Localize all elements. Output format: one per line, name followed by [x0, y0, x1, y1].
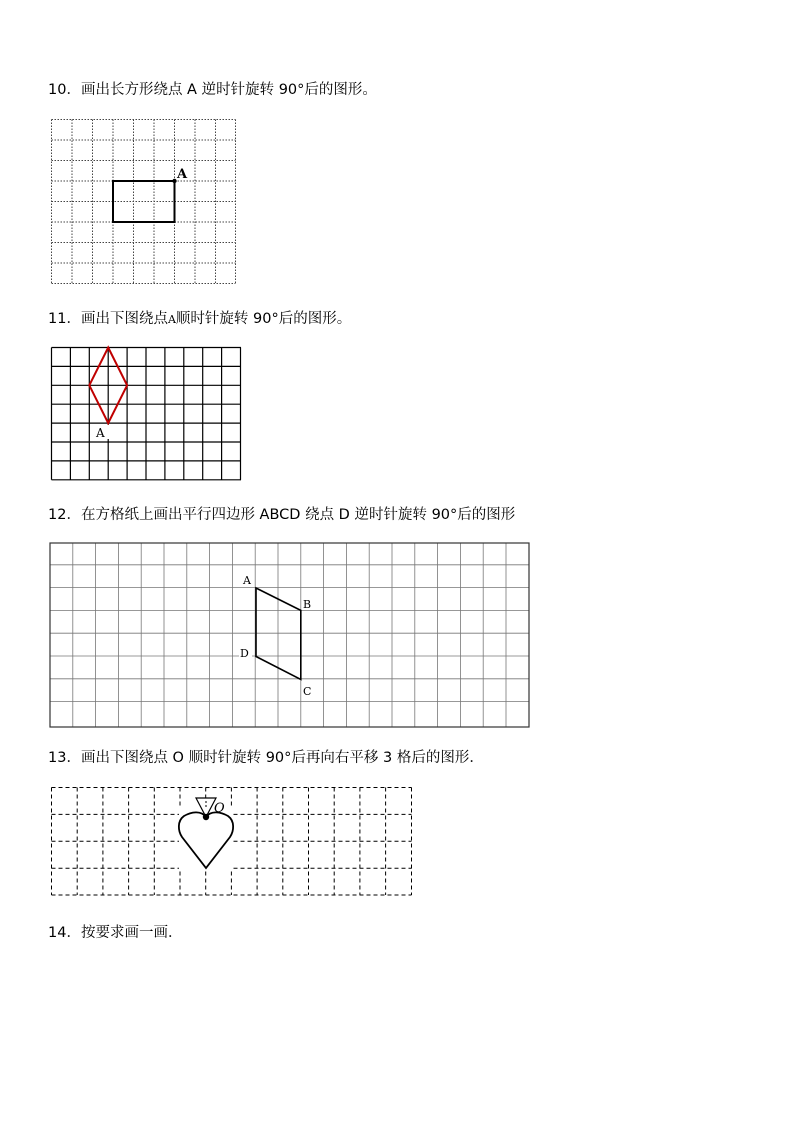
figure-13-grid: [51, 787, 415, 897]
question-text-after: 顺时针旋转 90°后的图形。: [175, 311, 352, 327]
question-number: 14: [48, 925, 67, 941]
question-text: 画出长方形绕点 A 逆时针旋转 90°后的图形。: [80, 82, 377, 98]
point-a-label: A: [243, 574, 251, 587]
question-11: 11．画出下图绕点A顺时针旋转 90°后的图形。: [48, 311, 352, 327]
question-number: 12: [48, 507, 67, 523]
question-number: 11: [48, 311, 67, 327]
question-number: 10: [48, 82, 67, 98]
solid-grid: [52, 348, 242, 480]
question-text: 画出下图绕点 O 顺时针旋转 90°后再向右平移 3 格后的图形．: [80, 750, 484, 766]
point-a-label: A: [96, 426, 105, 440]
question-12: 12．在方格纸上画出平行四边形 ABCD 绕点 D 逆时针旋转 90°后的图形: [48, 507, 516, 523]
point-b-label: B: [303, 598, 312, 611]
question-text: 按要求画一画．: [80, 925, 183, 941]
figure-12-grid: [49, 542, 531, 728]
point-a-label: A: [177, 167, 188, 182]
question-text: 在方格纸上画出平行四边形 ABCD 绕点 D 逆时针旋转 90°后的图形: [80, 507, 516, 523]
figure-10-grid: [51, 119, 237, 285]
point-o-dot: [203, 814, 209, 820]
question-13: 13．画出下图绕点 O 顺时针旋转 90°后再向右平移 3 格后的图形．: [48, 750, 484, 766]
dotted-grid: [52, 120, 236, 284]
question-10: 10．画出长方形绕点 A 逆时针旋转 90°后的图形。: [48, 82, 377, 98]
point-c-label: C: [303, 685, 312, 698]
grid-border: [50, 543, 529, 727]
thin-grid: [50, 543, 529, 727]
question-14: 14．按要求画一画．: [48, 925, 183, 941]
question-number: 13: [48, 750, 67, 766]
point-o-label: O: [214, 801, 225, 816]
point-d-label: D: [240, 647, 249, 660]
figure-11-grid: [51, 347, 245, 483]
question-point-label: A: [167, 313, 176, 326]
rectangle-shape: [113, 181, 175, 222]
question-text: 画出下图绕点: [80, 311, 168, 327]
